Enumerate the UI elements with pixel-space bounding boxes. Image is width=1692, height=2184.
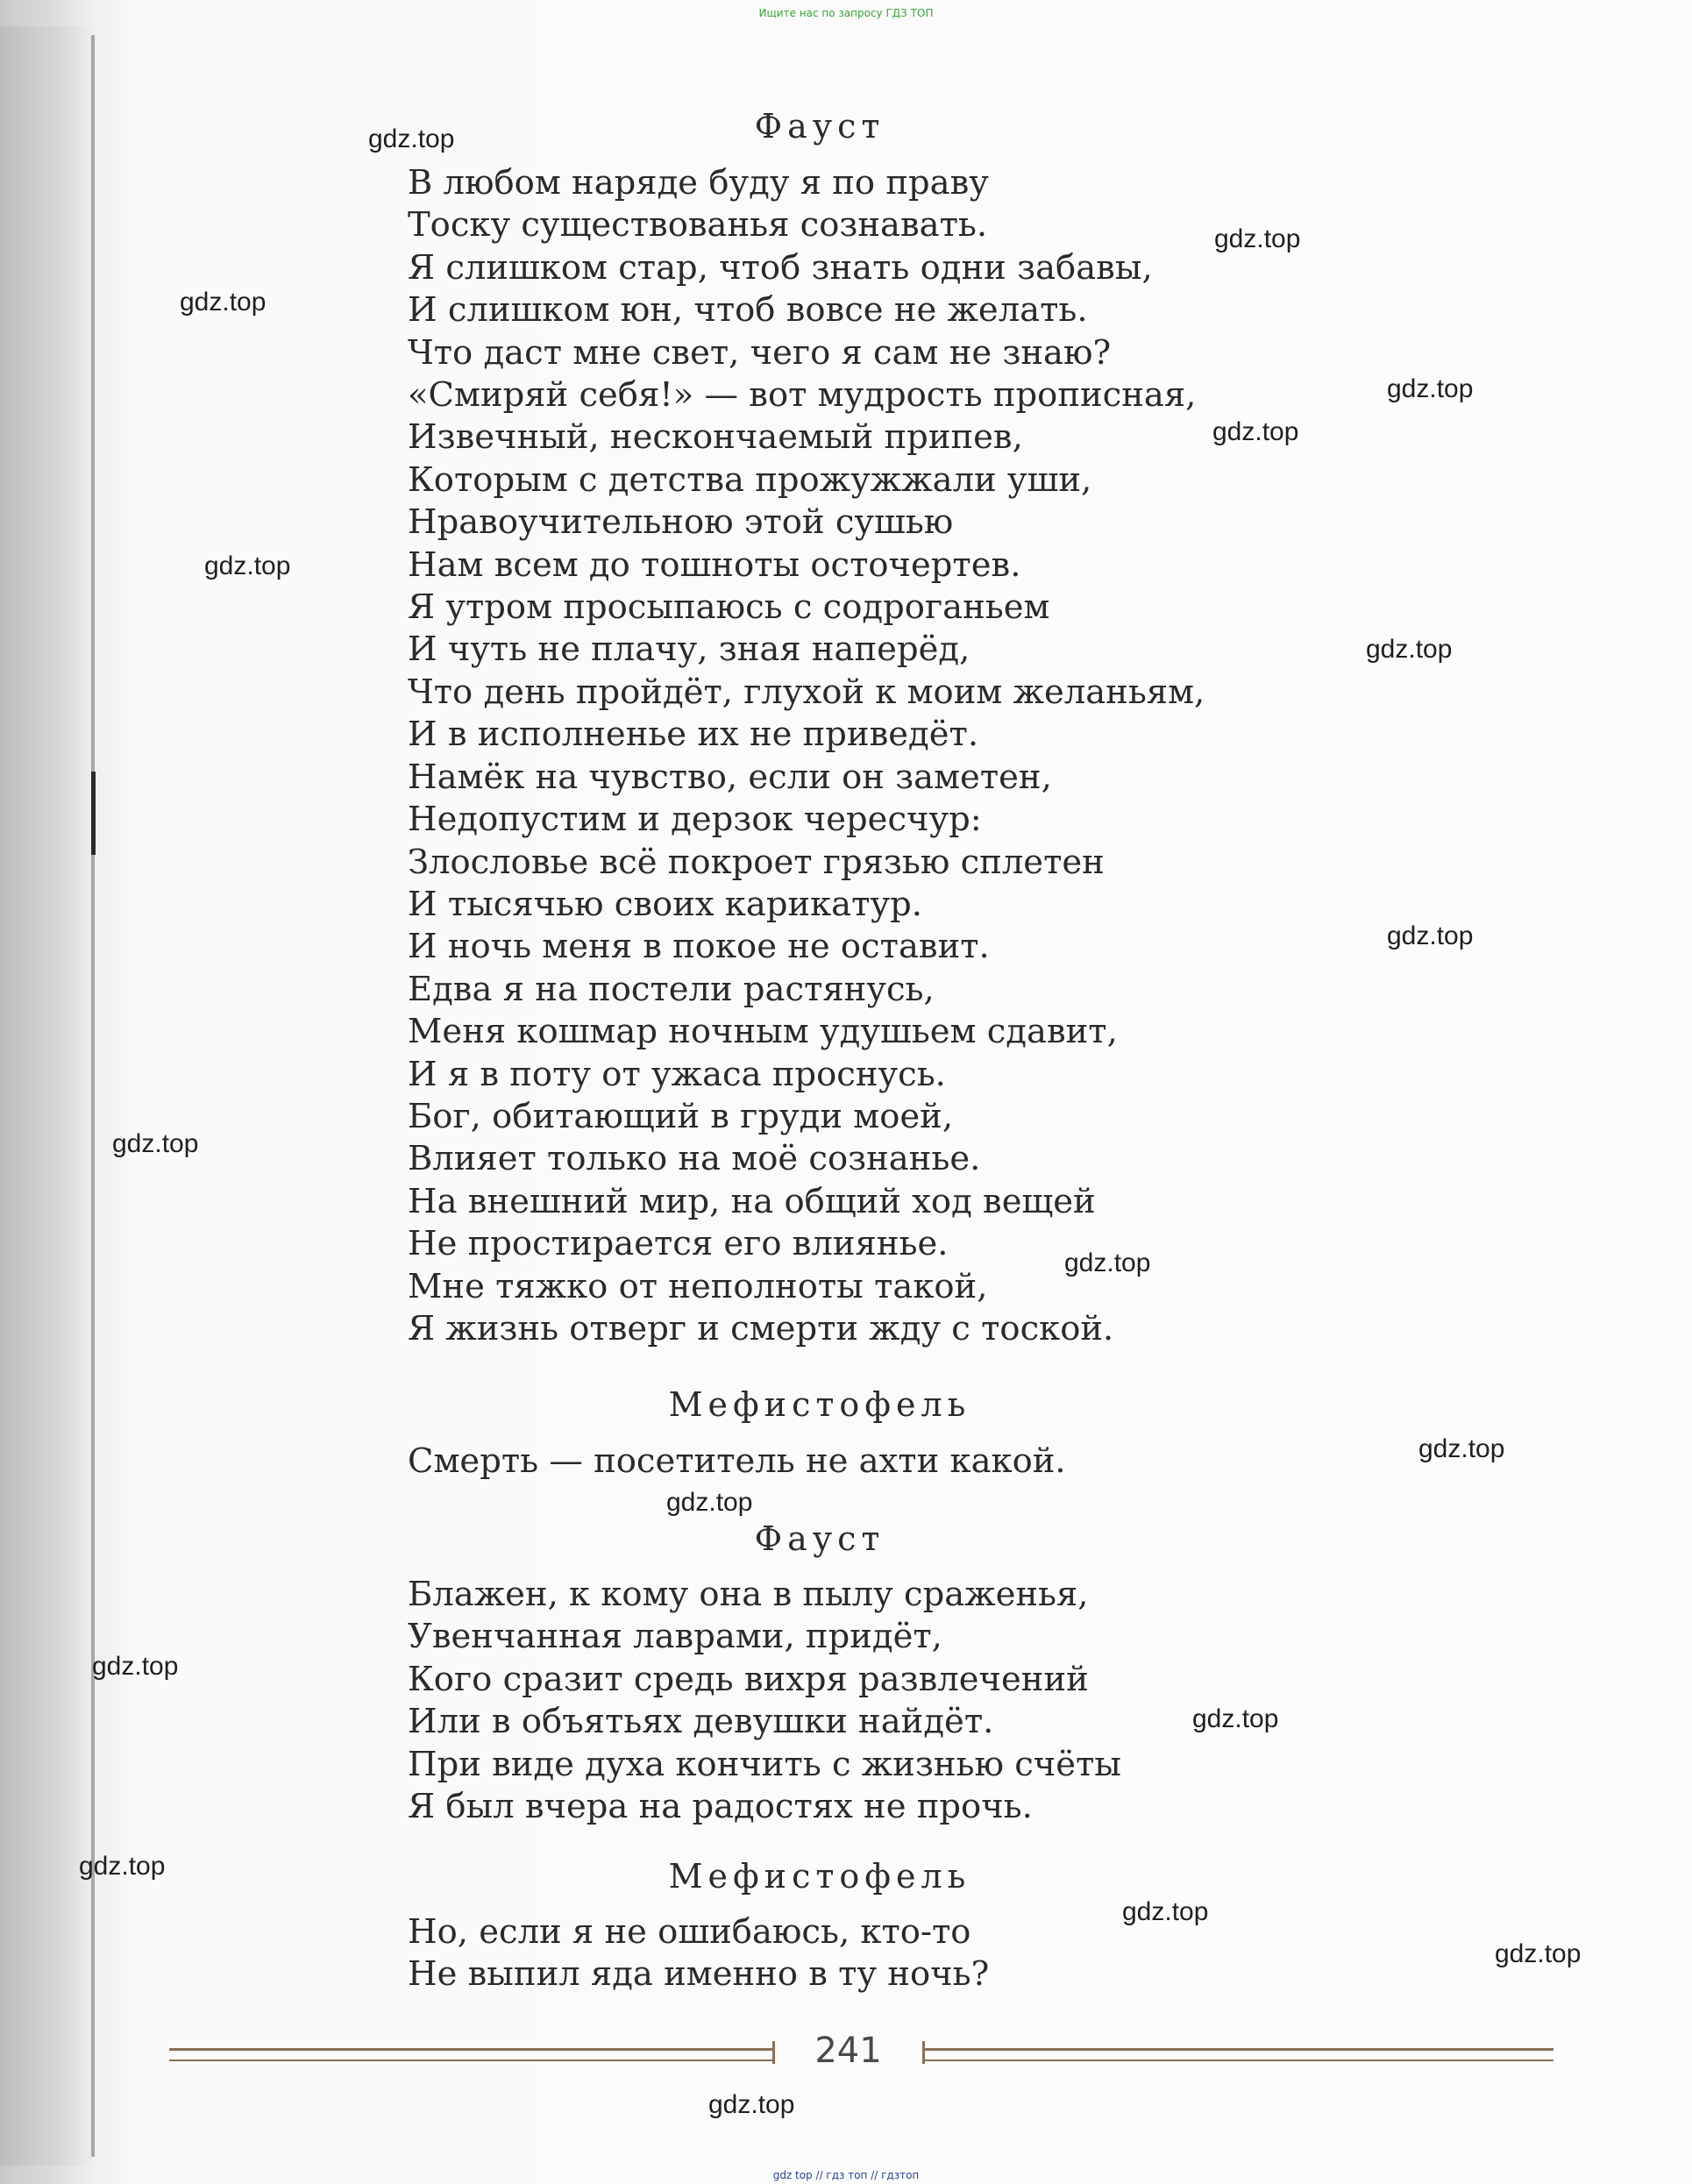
watermark: gdz.top: [1214, 224, 1301, 253]
footer-hint: gdz top // гдз топ // гдзтоп: [772, 2169, 920, 2181]
page-number: 241: [814, 2031, 882, 2071]
verse-line: Которым с детства прожужжали уши,: [408, 459, 1092, 500]
verse-line: Не выпил яда именно в ту ночь?: [408, 1954, 990, 1995]
speaker-faust: Фауст: [754, 107, 885, 146]
footer-rule-tick: [772, 2041, 775, 2064]
verse-line: Недопустим и дерзок чересчур:: [408, 800, 982, 840]
verse-line: Нам всем до тошноты осточертев.: [408, 544, 1021, 585]
verse-line: И ночь меня в покое не оставит.: [408, 927, 990, 967]
book-spine-shadow: [0, 26, 96, 2166]
verse-line: Извечный, нескончаемый припев,: [408, 417, 1023, 458]
watermark: gdz.top: [92, 1652, 179, 1681]
watermark: gdz.top: [79, 1852, 166, 1881]
header-hint: Ищите нас по запросу ГДЗ ТОП: [758, 7, 934, 19]
stanza-mephistopheles-2: [408, 1911, 989, 1996]
verse-line: Я слишком стар, чтоб знать одни забавы,: [408, 247, 1153, 288]
verse-line: При виде духа кончить с жизнью счёты: [408, 1744, 1121, 1784]
watermark: gdz.top: [1366, 635, 1453, 664]
watermark: gdz.top: [368, 124, 455, 153]
verse-line: Тоску существованья сознавать.: [408, 205, 988, 245]
verse-line: И тысячью своих карикатур.: [408, 884, 922, 924]
footer-rule-left: [169, 2048, 774, 2061]
verse-line: Бог, обитающий в груди моей,: [408, 1096, 954, 1136]
verse-line: Меня кошмар ночным удушьем сдавит,: [408, 1012, 1118, 1052]
verse-line: Но, если я не ошибаюсь, кто-то: [408, 1912, 971, 1952]
verse-line: И чуть не плачу, зная наперёд,: [408, 630, 970, 670]
stanza-faust-2: [408, 1574, 1121, 1828]
speaker-mephistopheles: Мефистофель: [668, 1857, 971, 1896]
verse-line: Злословье всё покроет грязью сплетен: [408, 842, 1105, 882]
verse-line: На внешний мир, на общий ход вещей: [408, 1181, 1096, 1221]
verse-line: Не простирается его влиянье.: [408, 1224, 949, 1264]
watermark: gdz.top: [708, 2090, 795, 2119]
verse-line: В любом наряде буду я по праву: [408, 163, 989, 203]
watermark: gdz.top: [180, 288, 267, 317]
watermark: gdz.top: [1212, 417, 1299, 446]
verse-line: Смерть — посетитель не ахти какой.: [408, 1441, 1066, 1481]
verse-line: Я был вчера на радостях не прочь.: [408, 1787, 1033, 1827]
watermark: gdz.top: [1122, 1897, 1209, 1926]
verse-line: Едва я на постели растянусь,: [408, 969, 935, 1009]
spine-fold-line: [91, 35, 95, 2157]
verse-line: И слишком юн, чтоб вовсе не желать.: [408, 290, 1088, 331]
watermark: gdz.top: [666, 1488, 753, 1517]
watermark: gdz.top: [1192, 1704, 1279, 1733]
verse-line: Я утром просыпаюсь с содроганьем: [408, 587, 1050, 628]
watermark: gdz.top: [1387, 921, 1474, 950]
verse-line: И в исполненье их не приведёт.: [408, 715, 979, 755]
verse-line: Увенчанная лаврами, придёт,: [408, 1617, 942, 1657]
verse-line: Влияет только на моё сознанье.: [408, 1139, 981, 1179]
stanza-mephistopheles-1: [408, 1441, 1066, 1483]
watermark: gdz.top: [112, 1129, 199, 1158]
watermark: gdz.top: [1418, 1434, 1505, 1463]
watermark: gdz.top: [204, 551, 291, 580]
verse-line: Что день пройдёт, глухой к моим желаньям,: [408, 672, 1205, 712]
stanza-faust-1: [408, 162, 1205, 1350]
verse-line: Блажен, к кому она в пылу сраженья,: [408, 1575, 1089, 1614]
watermark: gdz.top: [1495, 1939, 1582, 1968]
verse-line: «Смиряй себя!» — вот мудрость прописная,: [408, 375, 1197, 416]
verse-line: Мне тяжко от неполноты такой,: [408, 1266, 988, 1306]
verse-line: Я жизнь отверг и смерти жду с тоской.: [408, 1308, 1114, 1348]
watermark: gdz.top: [1064, 1249, 1151, 1277]
verse-line: Нравоучительною этой сушью: [408, 502, 954, 543]
verse-line: Или в объятьях девушки найдёт.: [408, 1702, 994, 1742]
verse-line: Намёк на чувство, если он заметен,: [408, 757, 1052, 797]
speaker-mephistopheles: Мефистофель: [668, 1385, 971, 1424]
verse-line: Кого сразит средь вихря развлечений: [408, 1659, 1089, 1699]
verse-line: Что даст мне свет, чего я сам не знаю?: [408, 332, 1112, 373]
footer-rule-right: [925, 2048, 1553, 2061]
watermark: gdz.top: [1387, 374, 1474, 403]
speaker-faust: Фауст: [754, 1519, 885, 1558]
spine-mark: [91, 772, 96, 855]
verse-line: И я в поту от ужаса проснусь.: [408, 1054, 946, 1094]
